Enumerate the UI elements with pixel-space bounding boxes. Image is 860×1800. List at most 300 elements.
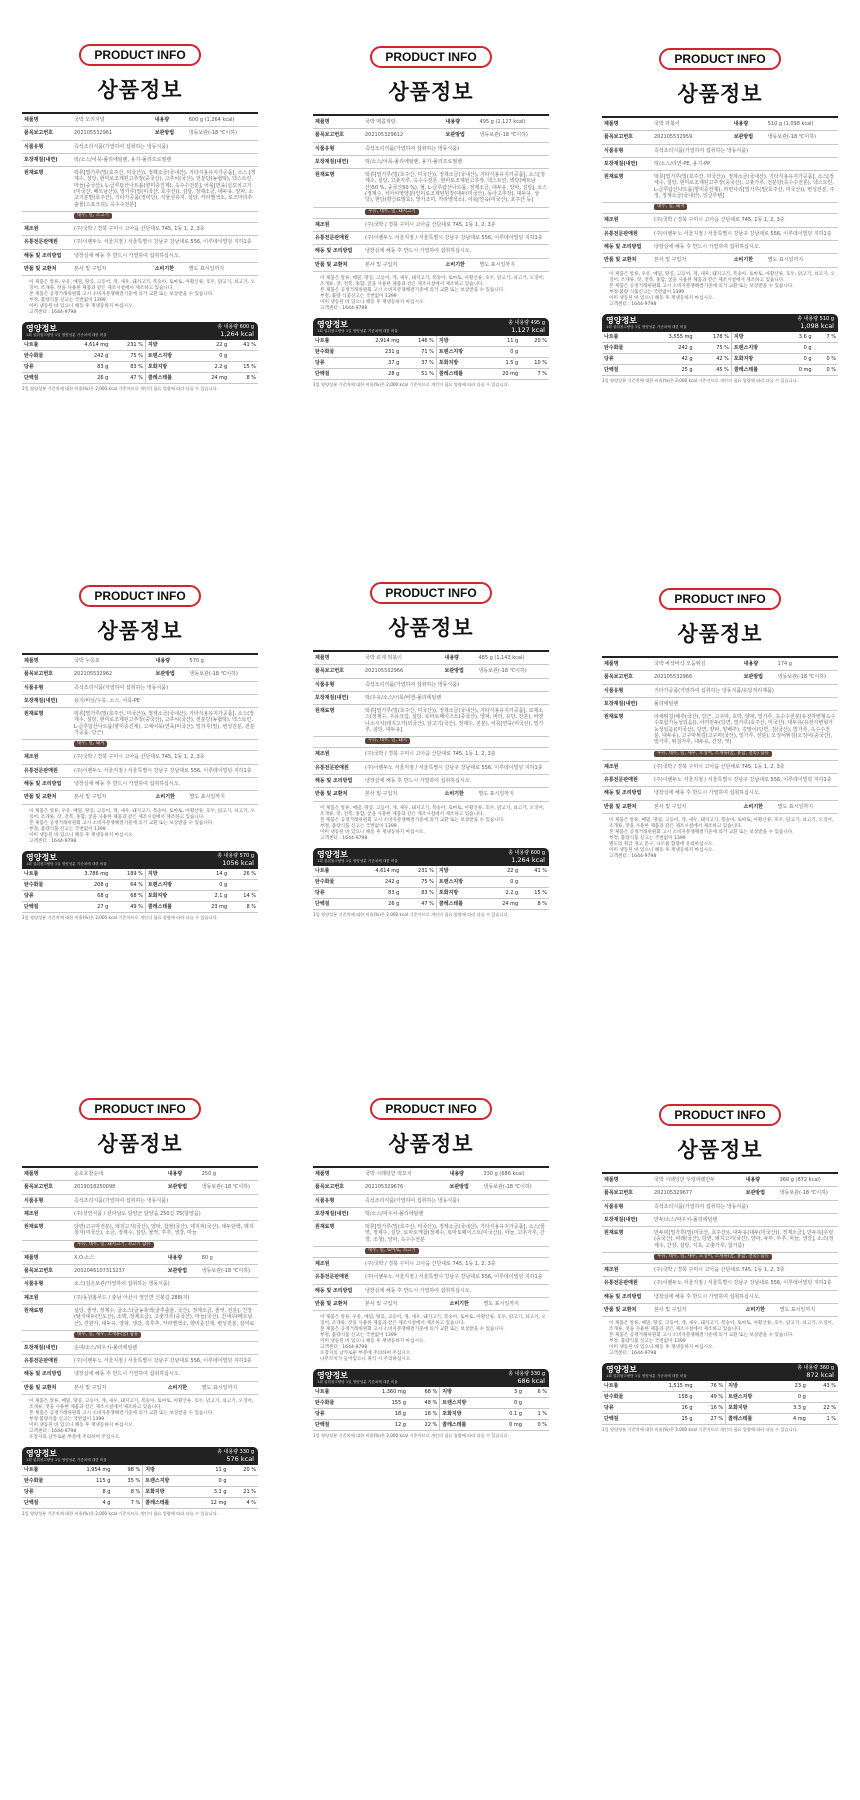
notice-item: • 고객센터 : 1644-9798 [320,1345,549,1351]
nutrition-total: 총 내용량 510 g [797,315,834,322]
info-value: 냉동보관(-18 ℃이하) [200,1181,258,1194]
nutrition-cell: 지방 [436,866,485,877]
nutrition-row [22,879,258,890]
nutrition-cell: 18 % [408,1409,440,1420]
nutrition-total: 총 내용량 600 g [508,849,545,856]
notice-item: • 나무꼬치가 들어있으니 취식 시 주의하십시오. [320,1357,549,1363]
nutrition-cell: 지방 [731,332,783,343]
info-value: 2019018250098 [72,1181,166,1194]
info-label: 반품 및 교환처 [313,1297,363,1310]
info-value: 국박 시래딩만 우렁파래만두 [652,1173,744,1187]
page-title: 상품정보 [97,619,183,643]
info-label: 내용량 [744,1173,778,1187]
info-label: 포장재질(내면) [22,694,72,707]
info-value: (주)국박 / 경북 구미시 고아읍 산단대로 745, 1동 1, 2, 3층 [363,218,549,231]
allergen-row [22,211,258,222]
info-value: 495 g (1,127 kcal) [478,115,549,129]
allergen-cell [363,1247,549,1258]
info-label: 제조원 [22,222,72,235]
nutrition-cell: 76 % [695,1381,726,1392]
info-label: 제품명 [22,113,72,127]
nutrition-cell: 1,954 mg [63,1465,112,1476]
info-label: 내용량 [443,651,477,665]
notice-item: • 부정, 불량식품 신고는 국번없이 1399 [609,1339,838,1345]
nutrition-cell: 15 % [520,887,549,898]
info-label: 내용량 [154,654,188,668]
nutrition-row [602,332,838,343]
notice-item: • 이 제품은 알류, 메밀, 땅콩, 고등어, 게, 새우, 돼지고기, 복숭아, 토마토, 아황산류, 호두, 닭고기, 쇠고기, 오징어, 조개류, 잣을 사용한 제품과 같은 제조시설에서 제조하고 있습니다. [29,1399,258,1411]
nutrition-cell: 콜레스테롤 [145,373,194,384]
info-row [22,236,258,249]
nutrition-header [313,1369,549,1387]
info-row [313,1297,549,1310]
allergen-cell [363,207,549,218]
nutrition-cell: 1,515 mg [644,1381,694,1392]
nutrition-cell: 3.3 g [777,1403,807,1414]
allergen-badge: 우유, 대두, 밀, 돼지 [365,738,410,744]
nutrition-cell: 지방 [145,869,194,880]
nutrition-cell: 당류 [22,1487,63,1498]
info-value: 냉동보관(-18 ℃이하) [766,131,838,144]
info-label: 포장재질(내면) [313,691,363,704]
nutrition-title-group [317,1371,398,1385]
nutrition-row [313,1398,549,1409]
info-row [313,231,549,244]
info-value: 냉장실에 해동 후 반드시 가열하여 섭취하십시오. [72,249,258,262]
notice-list [602,272,838,308]
nutrition-row [602,1403,838,1414]
nutrition-cell: 2.2 g [486,887,520,898]
info-label: 품목보고번호 [313,129,363,142]
info-value: 냉동보관(-18 ℃이하) [200,1265,258,1278]
info-row [313,218,549,231]
info-label: 식품유형 [22,140,72,153]
notice-item: • 본 제품은 공정거래위원회 고시 소비자분쟁해결기준에 의거 교환 또는 보상받을 수 있습니다. [320,818,549,824]
notice-item: • 본 제품은 공정거래위원회 고시 소비자분쟁해결기준에 의거 교환 또는 보상받을 수 있습니다. [320,288,549,294]
nutrition-cell: 트랜스지방 [145,351,194,362]
info-label-spacer [22,211,72,222]
allergen-badge: 대두, 밀, 소고기 [74,213,112,219]
product-info-badge: PRODUCT INFO [370,46,492,68]
info-row [313,678,549,691]
info-value: 즉석조리식품(가열하여 섭취하는 냉동식품) [363,142,549,155]
info-label: 제품명 [22,1251,72,1264]
info-value: 소스(실온보관/가열하여 섭취하는 냉동식품) [72,1278,258,1291]
info-row [602,657,838,671]
info-value: (주)국박 / 경북 구미시 고아읍 산단대로 745, 1동 1, 2, 3층 [652,214,838,227]
nutrition-row [313,1409,549,1420]
product-info-badge: PRODUCT INFO [659,588,781,610]
nutrition-cell: 나트륨 [313,336,353,347]
nutrition-cell: 0 g [777,1392,807,1403]
product-info-table [313,1166,549,1311]
info-value: (주)국박 / 경북 구미시 고아읍 산단대로 745, 1동 1, 2, 3층 [72,222,258,235]
info-row [313,258,549,271]
info-label: 내용량 [153,113,187,127]
info-row [602,131,838,144]
nutrition-cell: 8 % [229,901,258,912]
info-row [22,222,258,235]
info-label-spacer [602,203,652,214]
nutrition-cell: 0 % [814,364,838,375]
info-value: 냉동보관(-18 ℃이하) [187,127,258,140]
notice-item: • 이 제품은 알류, 메밀, 땅콩, 고등어, 게, 새우, 돼지고기, 복숭아, 토마토, 아황산류, 호두, 닭고기, 쇠고기, 오징어, 조개류, 잣을 사용한 제품과 같은 제조시설에서 제조하고 있습니다. [609,1321,838,1333]
nutrition-cell: 탄수화물 [22,1476,63,1487]
info-value: 냉장실에 해동 후 반드시 가열하여 섭취하십시오. [363,245,549,258]
info-value: 냉장실에 해동 후 반드시 가열하여 섭취하십시오. [72,1368,258,1381]
info-value: 본사 및 구입처 [363,788,443,801]
info-label: 해동 및 조리방법 [602,787,652,800]
info-row [22,249,258,262]
product-info-badge: PRODUCT INFO [79,44,201,66]
notice-list [22,1399,258,1441]
notice-list [313,806,549,842]
page-title: 상품정보 [97,1132,183,1156]
product-info-badge: PRODUCT INFO [79,1098,201,1120]
nutrition-cell: 탄수화물 [602,342,644,353]
info-row [602,711,838,749]
nutrition-cell: 12 mg [193,1498,228,1509]
nutrition-cell: 당류 [602,1403,644,1414]
info-value: (주)이렌두노 서울지점 / 서울특별시 강남구 강남대로 556, 이루데이빌딩 지하1층 [652,773,838,786]
info-row [602,171,838,203]
nutrition-total-group [217,324,254,338]
info-value: 폴리에틸렌 [652,697,838,710]
nutrition-total-group [508,1371,545,1385]
nutrition-footnote: 1일 영양성분 기준치에 대한 비율(%)은 2,000 kcal 기준이므로 개인의 필요 열량에 따라 다를 수 있습니다. [22,914,218,920]
page-title: 상품정보 [388,1132,474,1156]
info-value: 냉동보관(-18 ℃이하) [778,1187,838,1200]
info-label: 소비기한 [444,258,478,271]
nutrition-cell: 4 % [229,1498,259,1509]
info-row [22,668,258,681]
nutrition-cell: 나트륨 [22,1465,63,1476]
info-value: 별도 표시일까지 [188,791,258,804]
nutrition-cell: 26 g [62,373,110,384]
nutrition-title-group [606,1365,687,1379]
nutrition-cell: 20 % [520,336,549,347]
info-label: 포장재질(내면) [602,697,652,710]
nutrition-row [22,351,258,362]
nutrition-row [22,869,258,880]
nutrition-subtitle: 1회 섭취참고량당 1일 영양성분 기준치에 대한 비율 [317,858,398,863]
nutrition-cell: 나트륨 [313,1387,356,1398]
nutrition-cell: 포화지방 [143,1487,194,1498]
notice-item: • 부정 불량식품 신고는 국번없이 1399 [29,1417,258,1423]
nutrition-cell: 68 % [408,1387,440,1398]
info-row [313,1167,549,1181]
info-value: 202105532962 [72,668,154,681]
page-title: 상품정보 [677,82,763,106]
info-label: 해동 및 조리방법 [602,1290,652,1303]
nutrition-cell: 64 % [110,879,145,890]
nutrition-cell: 28 g [353,368,401,379]
info-row [313,788,549,801]
nutrition-cell: 콜레스테롤 [436,898,485,909]
nutrition-cell: 21 % [229,1487,259,1498]
info-label: 해동 및 조리방법 [602,240,652,253]
info-value: 국박 오리지널 [72,113,153,127]
info-label: 소비기한 [448,1297,482,1310]
info-label: 품목보고번호 [22,668,72,681]
nutrition-cell: 7 % [112,1498,142,1509]
info-label: 식품유형 [602,144,652,157]
nutrition-title: 영양정보 [606,315,637,325]
allergen-row [313,1247,549,1258]
nutrition-cell: 49 % [110,901,145,912]
info-label: 제조원 [22,1291,72,1304]
nutrition-cell: 11 g [193,1465,228,1476]
nutrition-cell: 2.2 g [195,362,229,373]
notice-item: • 부정, 불량식품 신고는 국번없이 1399 [609,836,838,842]
nutrition-footnote: 1일 영양성분 기준치에 대한 비율(%)은 2,000 kcal 기준이므로 개인의 필요 열량에 따라 다를 수 있습니다. [602,377,798,383]
info-row [602,1264,838,1277]
nutrition-title-group [317,850,398,864]
nutrition-cell: 35 % [112,1476,142,1487]
notice-item: • 부정, 불량식품 신고는 국번없이 1399 [29,827,258,833]
nutrition-cell: 83 % [110,362,145,373]
nutrition-cell [229,351,258,362]
nutrition-cell: 나트륨 [602,1381,644,1392]
info-value: 202105532966 [652,671,742,684]
nutrition-total: 총 내용량 570 g [217,852,254,859]
info-value: 즉석조리식품(가열하여 섭취하는 냉동식품) [652,1200,838,1213]
info-value: 본사 및 구입처 [363,258,444,271]
info-value: 즉석조리식품(가열하여 섭취하는 냉동식품) [363,1194,549,1207]
nutrition-cell: 2.1 g [195,890,229,901]
nutrition-table [313,1387,549,1431]
nutrition-cell: 22 % [808,1403,838,1414]
nutrition-cell: 231 % [110,340,145,351]
nutrition-cell: 7 % [814,332,838,343]
nutrition-cell: 포화지방 [726,1403,778,1414]
info-row [602,800,838,813]
notice-item: • 이미 냉동된 바 있으니 해동 후 재냉동하지 마십시오. [609,1345,838,1351]
info-row [602,697,838,710]
info-label: 품목보고번호 [22,1181,72,1194]
allergen-cell [72,1330,258,1341]
info-row [313,1284,549,1297]
info-label: 반품 및 교환처 [602,800,652,813]
info-value: 떡류[밀가루(밀(호주산, 미국산)), 정제소금(국내산), 기타식용유지가공품], 로제소스(정제수, 우유크림, 설탕, 토마토페이스트(중국산), 양파, 버터, 유당, 전분), 비엔나소시지(돼지고기(외국산), 닭고기(국산), 정제수, 전분), 어묵[연육(미국산), 밀가루, 설탕, 대두유] [363,705,549,737]
nutrition-cell: 3.6 g [783,332,813,343]
nutrition-cell: 트랜스지방 [440,1398,493,1409]
nutrition-cell: 178 % [695,332,732,343]
nutrition-row [22,890,258,901]
nutrition-header [602,314,838,332]
nutrition-cell: 0 g [195,351,229,362]
info-label: 제품명 [313,1167,363,1181]
info-value: 용기/비닐/누룽, 소스, 어묵-PE [72,694,258,707]
info-value: 당면(고구마전분), 돼지고기(국산), 양파, 찹쌀(국산), 돼지피(국산), 대두단백, 돼지창자(미국산), 소금, 정제수, 설탕, 물엿, 후추, 생강, 마늘 [72,1221,258,1241]
info-value: 떡/소스/어묵-폴리에틸렌, 용기-폴리프로필렌 [363,155,549,168]
allergen-row [602,749,838,760]
info-row [313,748,549,761]
info-label: 보관방법 [448,1181,482,1194]
nutrition-cell: 42 % [695,353,732,364]
info-label-spacer [313,1247,363,1258]
nutrition-subtitle: 1회 섭취참고량당 1일 영양성분 기준치에 대한 비율 [26,1458,107,1463]
nutrition-kcal: 1,264 kcal [511,855,545,864]
nutrition-row [22,1487,258,1498]
nutrition-subtitle: 1회 섭취참고량당 1일 영양성분 기준치에 대한 비율 [606,1374,687,1379]
info-row [602,1213,838,1226]
nutrition-cell: 10 % [520,357,549,368]
nutrition-panel [313,1369,549,1431]
nutrition-cell: 0 g [193,1476,228,1487]
nutrition-cell: 콜레스테롤 [143,1498,194,1509]
info-value: (주)이렌두노 서울지점 / 서울특별시 강남구 강남대로 556, 이루데이빌딩 지하1층 [363,1271,549,1284]
info-value: (주)이렌두노 서울지점 / 서울특별시 강남구 강남대로 556, 이루데이빌딩 지하1층 [72,1355,258,1368]
info-row [22,764,258,777]
nutrition-cell [229,1476,259,1487]
info-label: 식품유형 [313,142,363,155]
info-row [22,751,258,764]
nutrition-cell: 48 % [408,1398,440,1409]
info-value: 별도 표시일까지 [187,262,258,275]
info-value: 2002046107313237 [72,1265,166,1278]
nutrition-cell: 1 % [808,1414,838,1425]
info-value: 즉석조리식품(가열하여 섭취하는 냉동식품) [363,678,549,691]
info-label: 내용량 [742,657,776,671]
info-label: 유통전문판매원 [313,231,363,244]
info-value: 만두/소스/파우치-폴리에틸렌 [652,1213,838,1226]
nutrition-cell [229,879,258,890]
nutrition-cell: 16 % [695,1403,726,1414]
nutrition-row [313,357,549,368]
info-label: 원재료명 [602,1227,652,1253]
nutrition-total-group [797,1365,834,1379]
nutrition-row [313,887,549,898]
nutrition-cell: 68 % [110,890,145,901]
nutrition-cell: 3,555 mg [644,332,694,343]
info-row [313,245,549,258]
nutrition-cell: 23 g [777,1381,807,1392]
nutrition-cell: 0 g [493,1398,524,1409]
nutrition-cell: 1 % [524,1409,549,1420]
nutrition-title: 영양정보 [317,1371,348,1381]
nutrition-header [313,848,549,866]
info-row [313,1194,549,1207]
info-label: 원재료명 [313,169,363,207]
info-label: 보관방법 [444,129,478,142]
info-label: 반품 및 교환처 [313,788,363,801]
nutrition-cell: 단백질 [602,364,644,375]
info-label: 유통전문판매원 [602,227,652,240]
info-label-spacer [602,1253,652,1264]
info-label: 소비기한 [153,262,187,275]
info-row [22,681,258,694]
info-row [602,240,838,253]
nutrition-cell: 지방 [436,336,485,347]
info-label: 포장재질(내면) [602,157,652,170]
nutrition-table [22,1465,258,1509]
nutrition-footnote: 1일 영양성분 기준치에 대한 비율(%)은 2,000 kcal 기준이므로 개인의 필요 열량에 따라 다를 수 있습니다. [313,381,509,387]
notice-item: • 이미 냉동된 바 있으니 해동 후 재냉동하지 마십시오. [29,1423,258,1429]
nutrition-cell: 지방 [726,1381,778,1392]
nutrition-row [22,1465,258,1476]
info-value: 떡류[밀가루(밀(호주산, 미국산)), 정제소금(국내산), 기타식용유지가공품], 소스(물엿, 정제수, 설탕, 토마토케찹(정제수, 토마토페이스트(미국산)), 마늘, 고추가루, 간장, 조청), 양파, 옥수수전분 [363,1221,549,1247]
notice-item: • 이미 냉동된 바 있으니 해동 후 재냉동하지 마십시오. [29,833,258,839]
info-label: 반품 및 교환처 [22,262,72,275]
nutrition-cell: 1,360 mg [356,1387,408,1398]
nutrition-cell: 3 g [493,1387,524,1398]
notice-item: • 본 제품은 공정거래위원회 고시 소비자분쟁해결기준에 의거 교환 또는 보상받을 수 있습니다. [320,1327,549,1333]
allergen-badge: 대두, 밀, 돼지 [654,204,687,210]
info-row [602,214,838,227]
nutrition-cell: 27 % [695,1414,726,1425]
nutrition-cell: 47 % [401,898,436,909]
nutrition-cell: 탄수화물 [22,351,62,362]
nutrition-cell: 0 g [783,342,813,353]
nutrition-cell: 포화지방 [436,357,485,368]
info-row [602,144,838,157]
info-value: 별도 표시일까지 [478,258,549,271]
info-value: 떡류[밀가루(밀(호주산, 미국산)), 정제소금(국내산), 기타식용유지가공품], 소스[정제수, 설탕, 고춧가루, 옥수수전분, 현미로조제된고추장, 덱스트린, 벽당(배트남산)50 %, 중국산50 %), 혈, L-글루탐산나트륨, 정제소금, 대두유, 양파, 설탕], 소스(정제수, 치아씨영양분(인미로조제된된장(대두(미국산), 동아고추장), 대두유, 상당), 현당(향신료발효), 맛가조미, 카라멜색소), 어묵[연육(미국산), 호주산 등] [363,169,549,207]
notice-item: • 본 제품은 공정거래위원회 고시 소비자분쟁해결기준에 의거 교환 또는 보상받을 수 있습니다. [29,821,258,827]
nutrition-total: 총 내용량 330 g [217,1449,254,1456]
info-value: 본사 및 구입처 [652,254,732,267]
nutrition-row [602,1414,838,1425]
nutrition-panel [22,322,258,384]
nutrition-kcal: 1,127 kcal [511,325,545,334]
info-value: (주)국박 / 경북 구미시 고아읍 산단대로 745, 1동 1, 2, 3층 [652,1264,838,1277]
info-label-spacer [602,749,652,760]
info-row [22,1278,258,1291]
notice-item: • 부정, 불량식품 신고는 국번없이 1399 [320,1333,549,1339]
nutrition-cell: 포화지방 [440,1409,493,1420]
nutrition-cell: 27 g [62,901,110,912]
nutrition-row [22,901,258,912]
nutrition-total: 총 내용량 360 g [797,1365,834,1372]
info-label: 식품유형 [22,1278,72,1291]
notice-item: • 부정, 불량식품 신고는 국번없이 1399 [320,824,549,830]
product-info-badge: PRODUCT INFO [659,1104,781,1126]
nutrition-row [602,364,838,375]
info-value: 냉동보관(-18 ℃이하) [188,668,258,681]
info-label-spacer [313,207,363,218]
notice-list [22,809,258,845]
info-row [313,142,549,155]
nutrition-cell: 75 % [110,351,145,362]
nutrition-total: 총 내용량 495 g [508,319,545,326]
nutrition-title-group [606,316,687,330]
info-row [22,1304,258,1330]
info-row [313,1271,549,1284]
nutrition-footnote: 1일 영양성분 기준치에 대한 비율(%)은 2,000 kcal 기준이므로 개인의 필요 열량에 따라 다를 수 있습니다. [313,1433,509,1439]
info-value: 냉동보관(-18 ℃이하) [776,671,838,684]
nutrition-cell: 당류 [313,357,353,368]
nutrition-header [602,1363,838,1381]
nutrition-cell: 3.1 g [193,1487,228,1498]
info-value: 202105532966 [363,665,443,678]
nutrition-kcal: 872 kcal [806,1371,834,1380]
nutrition-cell: 25 g [644,364,694,375]
info-label: 반품 및 교환처 [602,254,652,267]
nutrition-cell: 49 % [695,1392,726,1403]
notice-item: • 이 제품은 알류, 메밀, 땅콩, 고등어, 게, 새우, 돼지고기, 복숭아, 토마토, 아황산류, 호두, 닭고기, 쇠고기, 오징어, 조개류, 잣, 전복, 홍합, 굴을 사용한 제품과 같은 제조시설에서 제조하고 있습니다. [320,276,549,288]
info-value: 즉석조리식품(가열하여 섭취하는 냉동식품) [72,1194,258,1207]
info-value: (주)이렌두노 서울지점 / 서울특별시 강남구 강남대로 556, 이루데이빌딩 지하1층 [652,227,838,240]
nutrition-total: 총 내용량 330 g [508,1371,545,1378]
info-label: 반품 및 교환처 [602,1303,652,1316]
notice-item: • 고객센터 : 1644-9798 [320,836,549,842]
info-value: (주)국박 / 경북 구미시 고아읍 산단대로 745, 1동 1, 2, 3층 [363,1258,549,1271]
nutrition-cell: 42 g [644,353,694,364]
info-label: 반품 및 교환처 [22,1381,72,1394]
nutrition-total-group [508,850,545,864]
nutrition-title: 영양정보 [606,1365,637,1375]
